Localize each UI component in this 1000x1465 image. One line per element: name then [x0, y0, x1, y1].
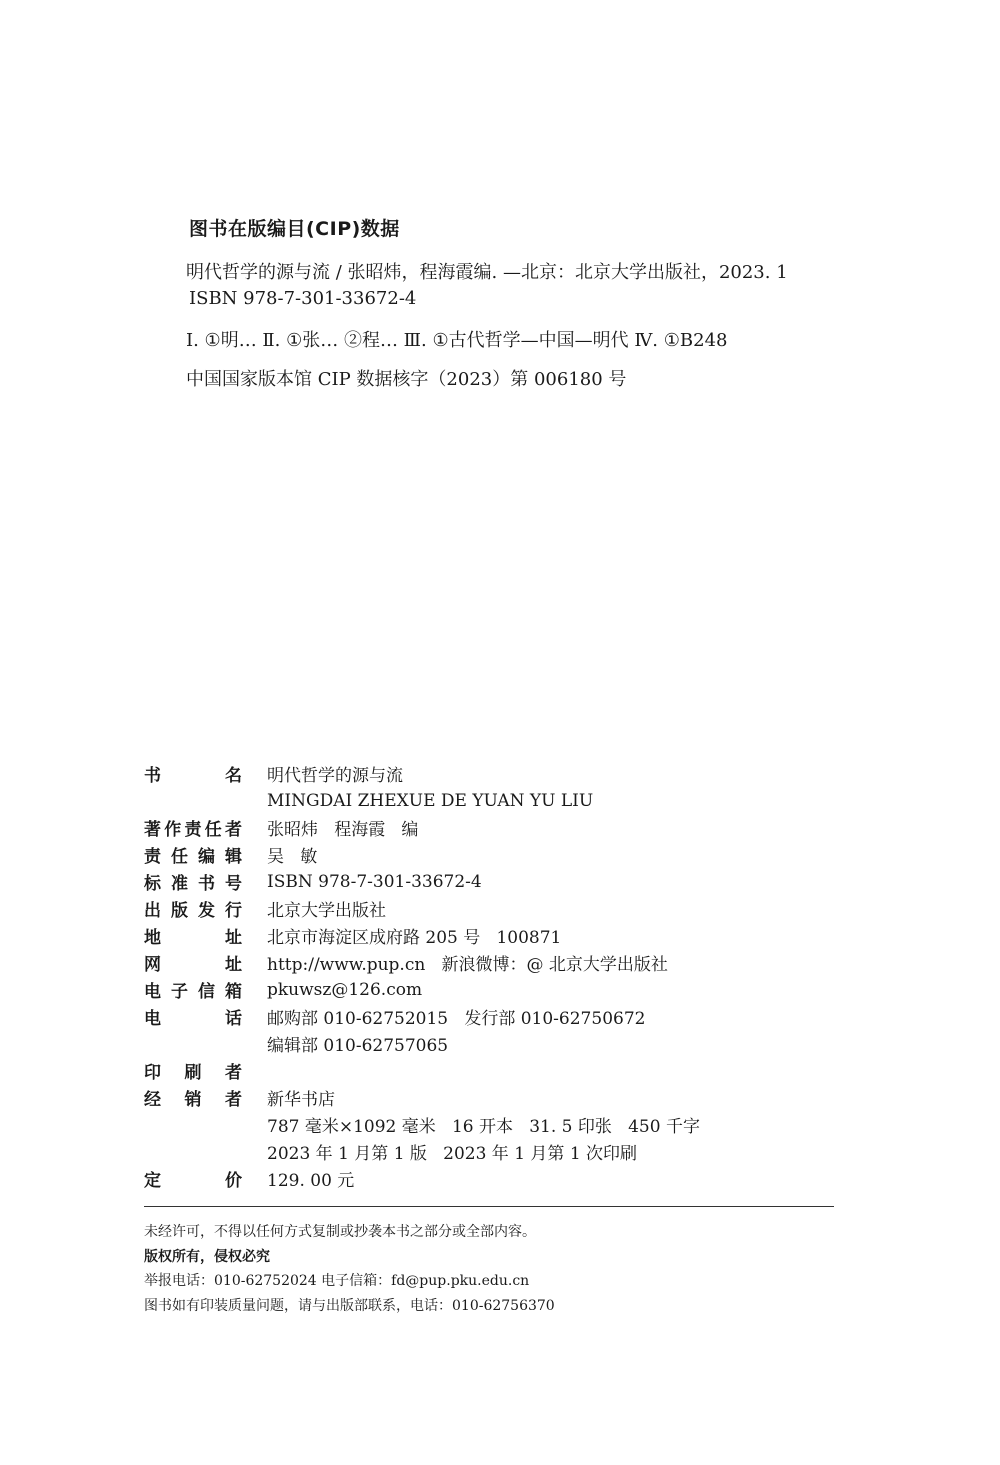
info-label: 出版发行	[144, 901, 242, 921]
info-value: 2023 年 1 月第 1 版 2023 年 1 月第 1 次印刷	[267, 1144, 638, 1164]
info-row-format	[144, 1111, 844, 1138]
info-value: pkuwsz@126.com	[267, 979, 423, 1000]
info-row-publisher	[144, 895, 844, 922]
divider	[144, 1206, 834, 1207]
info-value: MINGDAI ZHEXUE DE YUAN YU LIU	[267, 790, 594, 811]
info-value: 编辑部 010-62757065	[267, 1036, 449, 1056]
info-value: 吴 敏	[267, 847, 318, 867]
info-row-isbn	[144, 868, 844, 895]
info-value: 新华书店	[267, 1090, 335, 1110]
info-value: 北京大学出版社	[267, 901, 386, 921]
info-row-phone	[144, 1003, 844, 1030]
cip-title-line: 明代哲学的源与流 / 张昭炜，程海霞编. —北京：北京大学出版社，2023. 1	[186, 262, 788, 283]
info-value: 邮购部 010-62752015 发行部 010-62750672	[267, 1009, 646, 1029]
info-row-editor	[144, 841, 844, 868]
info-label: 责任编辑	[144, 847, 242, 867]
cip-isbn-line: ISBN 978-7-301-33672-4	[189, 288, 417, 309]
info-label: 著作责任者	[144, 820, 242, 840]
info-row-phone-editorial	[144, 1030, 844, 1057]
cip-record-number-line: 中国国家版本馆 CIP 数据核字（2023）第 006180 号	[186, 369, 627, 390]
info-row-website	[144, 949, 844, 976]
info-row-price	[144, 1165, 844, 1192]
info-value: http://www.pup.cn 新浪微博：@ 北京大学出版社	[267, 955, 668, 975]
report-contact: 举报电话：010-62752024 电子信箱：fd@pup.pku.edu.cn	[144, 1273, 530, 1289]
info-label: 标准书号	[144, 874, 242, 894]
info-row-email	[144, 976, 844, 1003]
info-label: 电子信箱	[144, 982, 242, 1002]
copyright-notice: 未经许可，不得以任何方式复制或抄袭本书之部分或全部内容。	[144, 1224, 536, 1240]
info-label: 定 价	[144, 1171, 242, 1191]
info-row-book-name-pinyin	[144, 787, 844, 814]
rights-reserved: 版权所有，侵权必究	[144, 1248, 270, 1265]
copyright-footer	[144, 1220, 844, 1318]
info-label: 地 址	[144, 928, 242, 948]
info-label: 网 址	[144, 955, 242, 975]
info-row-book-name	[144, 760, 844, 787]
cip-heading: 图书在版编目(CIP)数据	[189, 218, 400, 240]
info-value: 787 毫米×1092 毫米 16 开本 31. 5 印张 450 千字	[267, 1117, 700, 1137]
info-label: 印 刷 者	[144, 1063, 242, 1083]
info-label: 书 名	[144, 766, 242, 786]
info-label: 经 销 者	[144, 1090, 242, 1110]
info-value: 129. 00 元	[267, 1171, 355, 1191]
book-info-table	[144, 760, 844, 1192]
info-value: 明代哲学的源与流	[267, 766, 403, 786]
quality-contact: 图书如有印装质量问题，请与出版部联系，电话：010-62756370	[144, 1297, 555, 1314]
info-label: 电 话	[144, 1009, 242, 1029]
info-row-address	[144, 922, 844, 949]
info-value: 北京市海淀区成府路 205 号 100871	[267, 928, 562, 948]
cip-classification-line: Ⅰ. ①明… Ⅱ. ①张… ②程… Ⅲ. ①古代哲学—中国—明代 Ⅳ. ①B248	[186, 330, 728, 351]
info-value: 张昭炜 程海霞 编	[267, 820, 419, 840]
info-row-author	[144, 814, 844, 841]
info-row-distributor	[144, 1084, 844, 1111]
info-value: ISBN 978-7-301-33672-4	[267, 871, 482, 892]
info-row-printer	[144, 1057, 844, 1084]
info-row-edition	[144, 1138, 844, 1165]
